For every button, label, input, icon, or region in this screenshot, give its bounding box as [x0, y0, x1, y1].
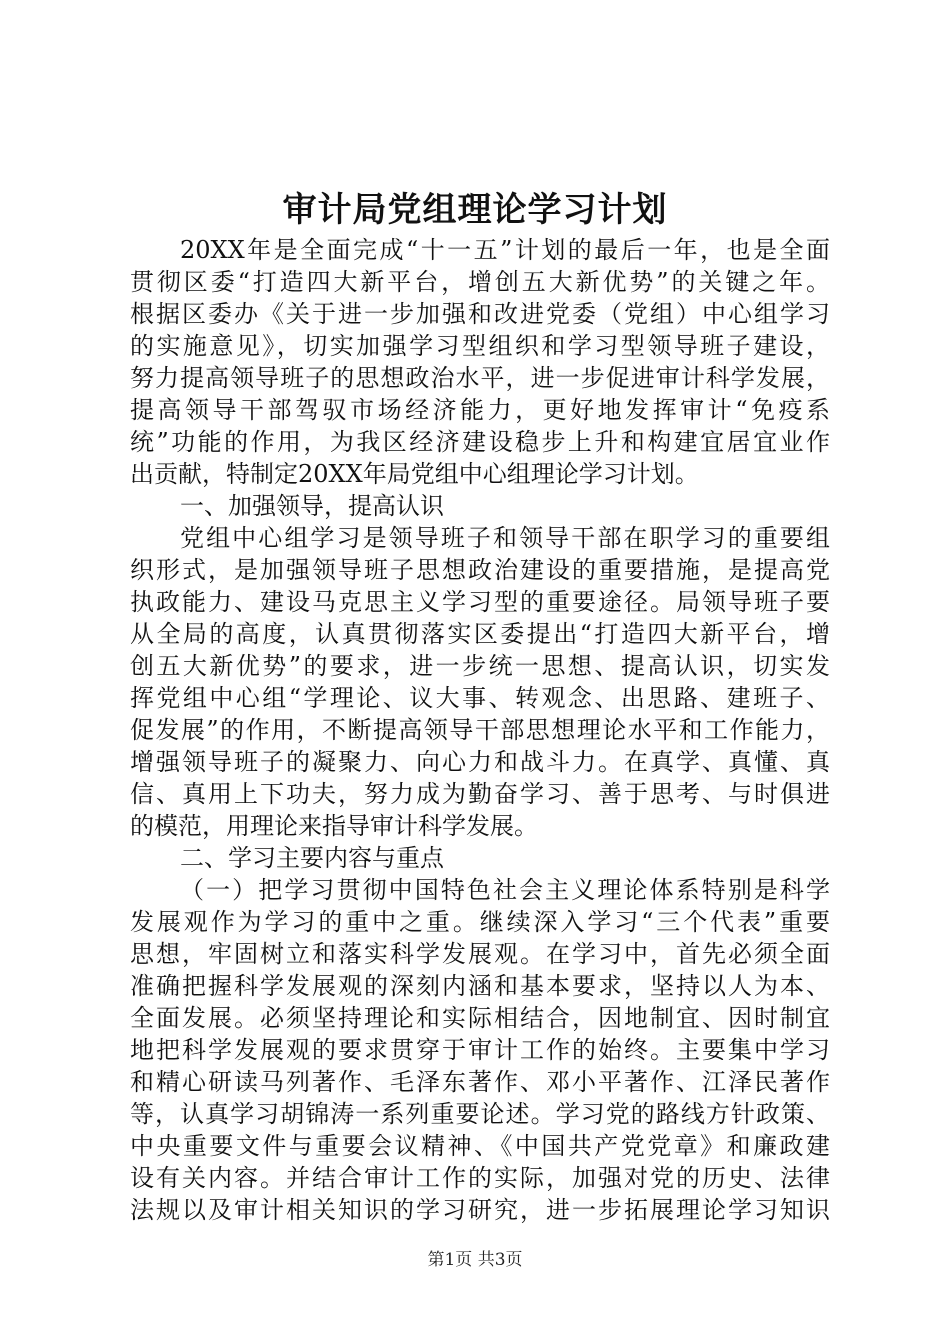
section-heading: 一、加强领导，提高认识: [180, 492, 444, 520]
text-line: 信、真用上下功夫，努力成为勤奋学习、善于思考、与时俱进: [130, 780, 830, 808]
text-line: 设有关内容。并结合审计工作的实际，加强对党的历史、法律: [130, 1164, 830, 1192]
text-line: 创五大新优势”的要求，进一步统一思想、提高认识，切实发: [130, 652, 830, 680]
text-line: 增强领导班子的凝聚力、向心力和战斗力。在真学、真懂、真: [130, 748, 830, 776]
text-line: 全面发展。必须坚持理论和实际相结合，因地制宜、因时制宜: [130, 1004, 830, 1032]
text-line: 思想，牢固树立和落实科学发展观。在学习中，首先必须全面: [130, 940, 830, 968]
text-line: 的模范，用理论来指导审计科学发展。: [130, 812, 538, 840]
text-line: 20XX年是全面完成“十一五”计划的最后一年，也是全面: [180, 236, 830, 264]
page-number: 第1页 共3页: [427, 1250, 523, 1270]
text-line: 法规以及审计相关知识的学习研究，进一步拓展理论学习知识: [130, 1196, 830, 1224]
text-line: 促发展”的作用，不断提高领导干部思想理论水平和工作能力，: [130, 716, 830, 744]
text-line: 中央重要文件与重要会议精神、《中国共产党党章》和廉政建: [130, 1132, 830, 1160]
section-heading: 二、学习主要内容与重点: [180, 844, 444, 872]
text-line: （一）把学习贯彻中国特色社会主义理论体系特别是科学: [180, 876, 830, 904]
text-line: 努力提高领导班子的思想政治水平，进一步促进审计科学发展，: [130, 364, 830, 392]
document-body: [130, 234, 830, 1226]
document-title: 审计局党组理论学习计划: [282, 190, 668, 230]
text-line: 执政能力、建设马克思主义学习型的重要途径。局领导班子要: [130, 588, 830, 616]
text-line: 地把科学发展观的要求贯穿于审计工作的始终。主要集中学习: [130, 1036, 830, 1064]
text-line: 贯彻区委“打造四大新平台，增创五大新优势”的关键之年。: [130, 268, 830, 296]
text-line: 提高领导干部驾驭市场经济能力，更好地发挥审计“免疫系: [130, 396, 830, 424]
text-line: 的实施意见》，切实加强学习型组织和学习型领导班子建设，: [130, 332, 830, 360]
text-line: 织形式，是加强领导班子思想政治建设的重要措施，是提高党: [130, 556, 830, 584]
text-line: 准确把握科学发展观的深刻内涵和基本要求，坚持以人为本、: [130, 972, 830, 1000]
text-line: 根据区委办《关于进一步加强和改进党委（党组）中心组学习: [130, 300, 830, 328]
text-line: 出贡献，特制定20XX年局党组中心组理论学习计划。: [130, 460, 699, 488]
text-line: 从全局的高度，认真贯彻落实区委提出“打造四大新平台，增: [130, 620, 830, 648]
text-line: 发展观作为学习的重中之重。继续深入学习“三个代表”重要: [130, 908, 830, 936]
text-line: 挥党组中心组“学理论、议大事、转观念、出思路、建班子、: [130, 684, 830, 712]
text-line: 统”功能的作用，为我区经济建设稳步上升和构建宜居宜业作: [130, 428, 830, 456]
text-line: 和精心研读马列著作、毛泽东著作、邓小平著作、江泽民著作: [130, 1068, 830, 1096]
text-line: 等，认真学习胡锦涛一系列重要论述。学习党的路线方针政策、: [130, 1100, 830, 1128]
text-line: 党组中心组学习是领导班子和领导干部在职学习的重要组: [180, 524, 830, 552]
